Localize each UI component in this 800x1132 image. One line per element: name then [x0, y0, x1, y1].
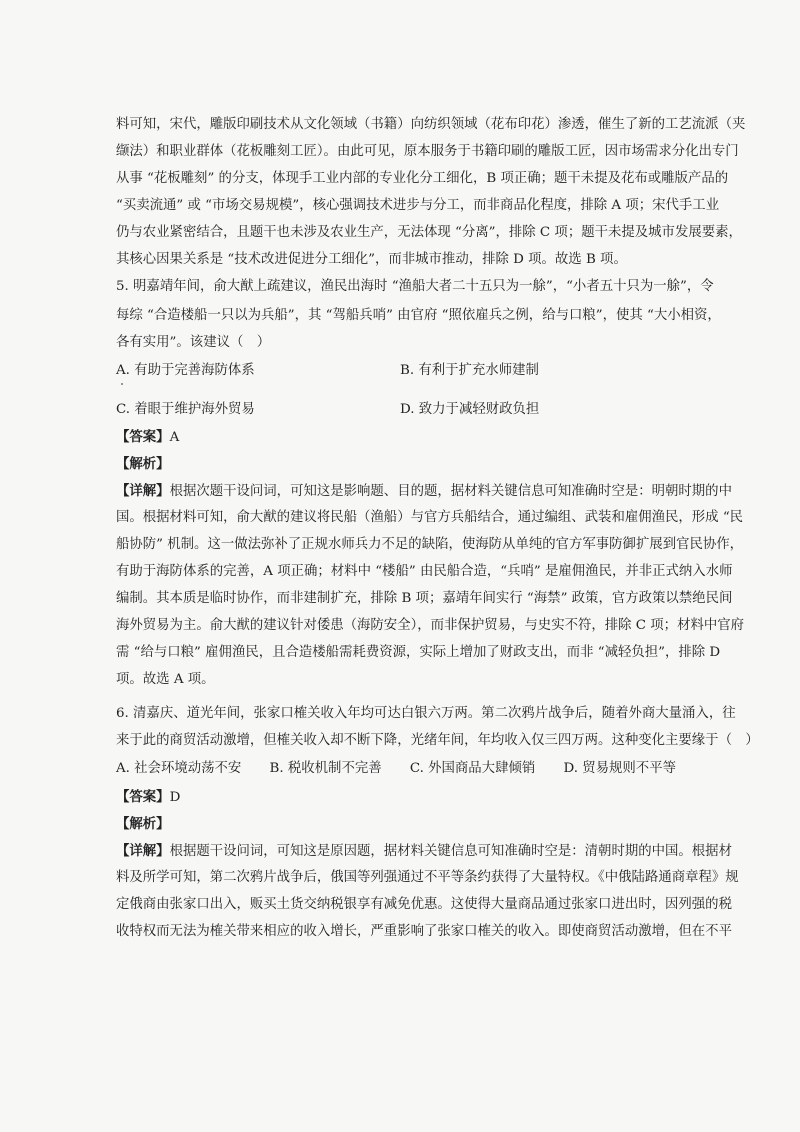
answer-tag: 【答案】	[116, 789, 170, 805]
text-line: “买卖流通” 或 “市场交易规模”，核心强调技术进步与分工，而非商品化程度，排除 A 项；宋代手工业	[116, 198, 720, 213]
detail-line	[116, 842, 732, 861]
detail-text: 根据次题干设问词，可知这是影响题、目的题，据材料关键信息可知准确时空是：明朝时期的中	[169, 484, 732, 499]
detail-tag: 【详解】	[116, 483, 170, 499]
detail-line	[116, 482, 732, 501]
text-line: 料可知，宋代，雕版印刷技术从文化领域（书籍）向纺织领域（花布印花）渗透，催生了新的工艺流派（夹	[116, 117, 746, 132]
option-b: B. 税收机制不完善	[269, 761, 382, 776]
option-a: A. 有助于完善海防体系	[116, 363, 255, 378]
text-line: 其核心因果关系是 “技术改进促进分工细化”，而非城市推动，排除 D 项。故选 B 项。	[116, 252, 627, 267]
detail-line: 海外贸易为主。俞大猷的建议针对倭患（海防安全），而非保护贸易，与史实不符，排除 C 项；材料中官府	[116, 618, 745, 633]
option-c: C. 着眼于维护海外贸易	[116, 402, 255, 417]
detail-line: 国。根据材料可知，俞大猷的建议将民船（渔船）与官方兵船结合，通过编组、武装和雇佣渔民，形成 “民	[116, 510, 744, 525]
detail-line: 编制。其本质是临时协作，而非建制扩充，排除 B 项；嘉靖年间实行 “海禁” 政策，官方政策以禁绝民间	[116, 591, 733, 606]
text-line: 从事 “花板雕刻” 的分支，体现手工业内部的专业化分工细化，B 项正确；题干未提及花布或雕版产品的	[116, 171, 729, 186]
option-d: D. 贸易规则不平等	[563, 761, 676, 776]
answer-value: A	[169, 430, 180, 445]
option-a: A. 社会环境动荡不安	[116, 761, 242, 776]
detail-line: 项。故选 A 项。	[116, 672, 215, 687]
option-b: B. 有利于扩充水师建制	[400, 363, 539, 378]
detail-tag: 【详解】	[116, 843, 170, 859]
option-d: D. 致力于减轻财政负担	[400, 402, 540, 417]
question-stem: 来于此的商贸活动激增，但榷关收入却不断下降，光绪年间，年均收入仅三四万两。这种变化主要缘于（ ）	[116, 733, 759, 748]
analysis-label: 【解析】	[116, 816, 170, 832]
answer-line	[116, 428, 696, 447]
analysis-tag	[116, 815, 696, 834]
detail-line: 需 “给与口粮” 雇佣渔民，且合造楼船需耗费资源，实际上增加了财政支出，而非 “减轻负担”，排除 D	[116, 645, 721, 660]
answer-line	[116, 788, 696, 807]
detail-line: 有助于海防体系的完善，A 项正确；材料中 “楼船” 由民船合造，“兵哨” 是雇佣渔民，并非正式纳入水师	[116, 564, 733, 579]
question-stem: 各有实用”。该建议（ ）	[116, 335, 271, 350]
text-line: 缬法）和职业群体（花板雕刻工匠）。由此可见，原本服务于书籍印刷的雕版工匠，因市场需求分化出专门	[116, 144, 739, 159]
answer-tag: 【答案】	[116, 429, 170, 445]
analysis-tag	[116, 455, 696, 474]
scan-speck	[121, 383, 123, 385]
answer-value: D	[169, 790, 181, 805]
option-c: C. 外国商品大肆倾销	[409, 761, 536, 776]
detail-line: 船协防” 机制。这一做法弥补了正规水师兵力不足的缺陷，使海防从单纯的官方军事防御扩展到官民协作，	[116, 537, 744, 552]
question-stem: 6. 清嘉庆、道光年间，张家口榷关收入年均可达白银六万两。第二次鸦片战争后，随着外商大量涌入，往	[116, 706, 736, 721]
detail-line: 料及所学可知，第二次鸦片战争后，俄国等列强通过不平等条约获得了大量特权。《中俄陆路通商章程》规	[116, 870, 739, 885]
detail-text: 根据题干设问词，可知这是原因题，据材料关键信息可知准确时空是：清朝时期的中国。根据材	[169, 844, 732, 859]
detail-line: 收特权而无法为榷关带来相应的收入增长，严重影响了张家口榷关的收入。即使商贸活动激增，但在不平	[116, 924, 732, 939]
text-line: 仍与农业紧密结合，且题干也未涉及农业生产，无法体现 “分离”，排除 C 项；题干未提及城市发展要素，	[116, 225, 742, 240]
analysis-label: 【解析】	[116, 456, 170, 472]
detail-line: 定俄商由张家口出入，贩买土货交纳税银享有减免优惠。这使得大量商品通过张家口进出时，因列强的税	[116, 897, 732, 912]
question-stem: 5. 明嘉靖年间，俞大猷上疏建议，渔民出海时 “渔船大者二十五只为一艅”，“小者五十只为一艅”，令	[116, 279, 714, 294]
question-stem: 每综 “合造楼船一只以为兵船”，其 “驾船兵哨” 由官府 “照依雇兵之例，给与口粮”，使其 “大小相资，	[116, 308, 721, 323]
options-row	[116, 760, 676, 778]
